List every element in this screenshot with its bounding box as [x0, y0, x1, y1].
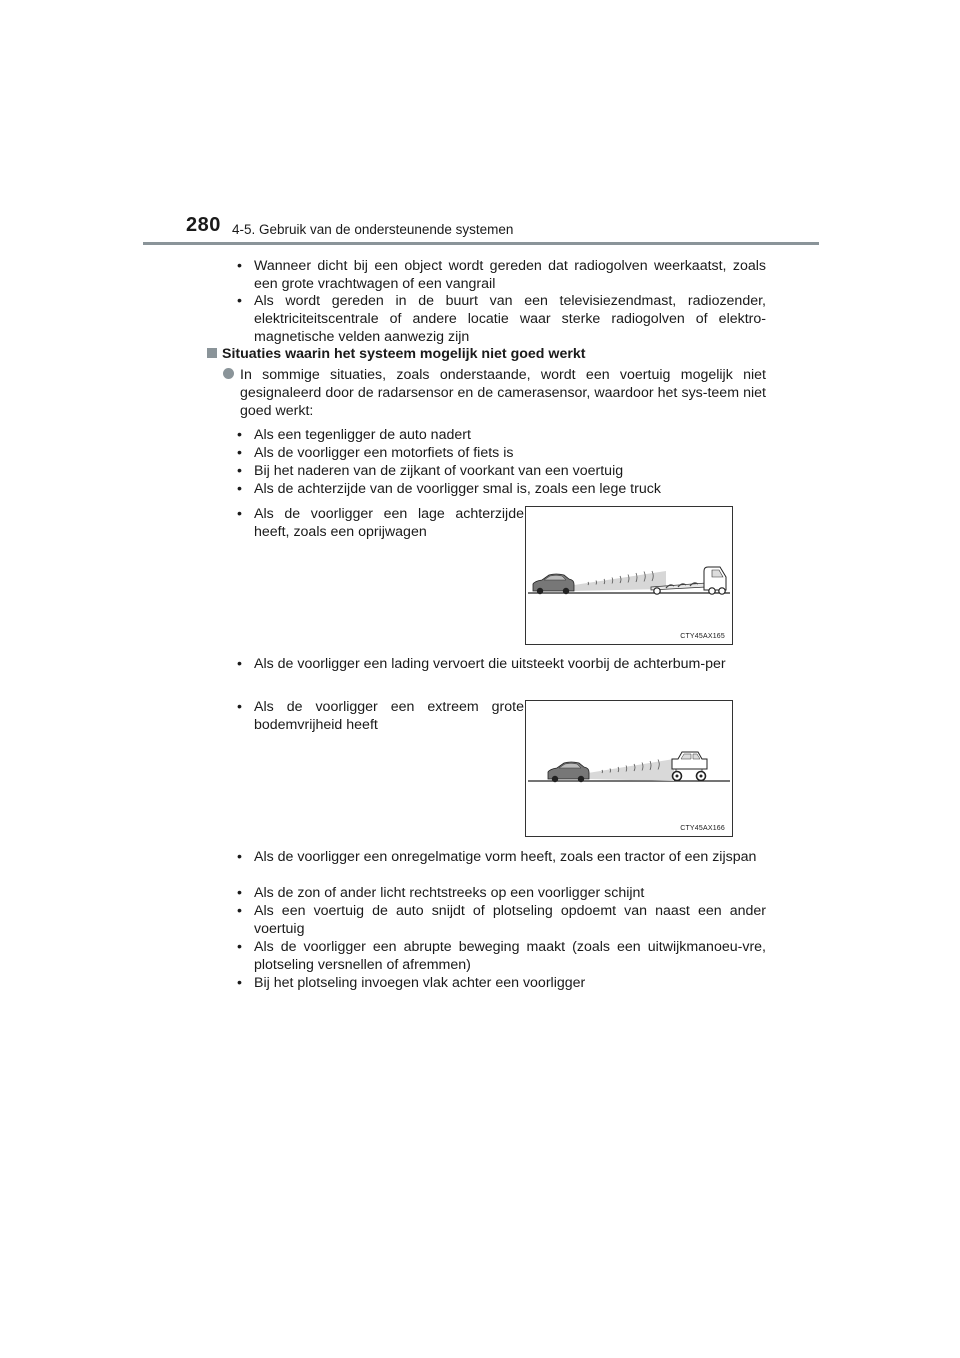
- list-item: • Als de voorligger een lading vervoert die uitsteekt voorbij de achterbum-per: [237, 655, 766, 673]
- car-radar-suv-illustration: [526, 701, 732, 836]
- list-item: • Als de achterzijde van de voorligger smal is, zoals een lege truck: [237, 480, 766, 498]
- list-item: • Als de voorligger een onregelmatige vorm heeft, zoals een tractor of een zijspan: [237, 848, 766, 866]
- list-item: • Bij het plotseling invoegen vlak achter een voorligger: [237, 974, 766, 992]
- list-item: • Als de voorligger een motorfiets of fiets is: [237, 444, 766, 462]
- list-item: • Als de voorligger een lage achterzijde heeft, zoals een oprijwagen: [237, 505, 524, 541]
- figure-caption: CTY45AX166: [680, 825, 725, 832]
- list-item: • Bij het naderen van de zijkant of voorkant van een voertuig: [237, 462, 766, 480]
- section-heading: [207, 346, 585, 362]
- figure-caption: CTY45AX165: [680, 633, 725, 640]
- page-number: 280: [186, 214, 221, 236]
- section-heading-text: Situaties waarin het systeem mogelijk niet goed werkt: [222, 346, 586, 362]
- figure-2: [525, 700, 733, 837]
- list-item: • Als de voorligger een abrupte beweging maakt (zoals een uitwijkmanoeu-vre, plotseling versnellen of afremmen): [237, 938, 766, 974]
- section-title: 4-5. Gebruik van de ondersteunende systemen: [232, 222, 514, 237]
- list-item: • Wanneer dicht bij een object wordt gereden dat radiogolven weerkaatst, zoals een grote vrachtwagen of een vangrail: [237, 257, 766, 293]
- figure-1: [525, 506, 733, 645]
- circle-bullet-icon: [223, 368, 234, 379]
- circle-list-item-text: In sommige situaties, zoals onderstaande, wordt een voertuig mogelijk niet gesignaleerd door de radarsensor en de camerasensor, waardoor het sys-teem niet goed werkt:: [240, 367, 766, 419]
- list-item: • Als wordt gereden in de buurt van een televisiezendmast, radiozender, elektriciteitscentrale of andere locatie waar sterke radiogolven of elektro-magnetische velden aanwezig zijn: [237, 292, 766, 346]
- list-item: • Als een tegenligger de auto nadert: [237, 426, 766, 444]
- circle-list-item: [223, 366, 766, 420]
- list-item: • Als de zon of ander licht rechtstreeks op een voorligger schijnt: [237, 884, 766, 902]
- square-bullet-icon: [207, 348, 217, 358]
- header-divider: [143, 242, 819, 245]
- car-radar-tow-truck-illustration: [526, 507, 732, 644]
- list-item: • Als een voertuig de auto snijdt of plotseling opdoemt van naast een ander voertuig: [237, 902, 766, 938]
- list-item: • Als de voorligger een extreem grote bodemvrijheid heeft: [237, 698, 524, 734]
